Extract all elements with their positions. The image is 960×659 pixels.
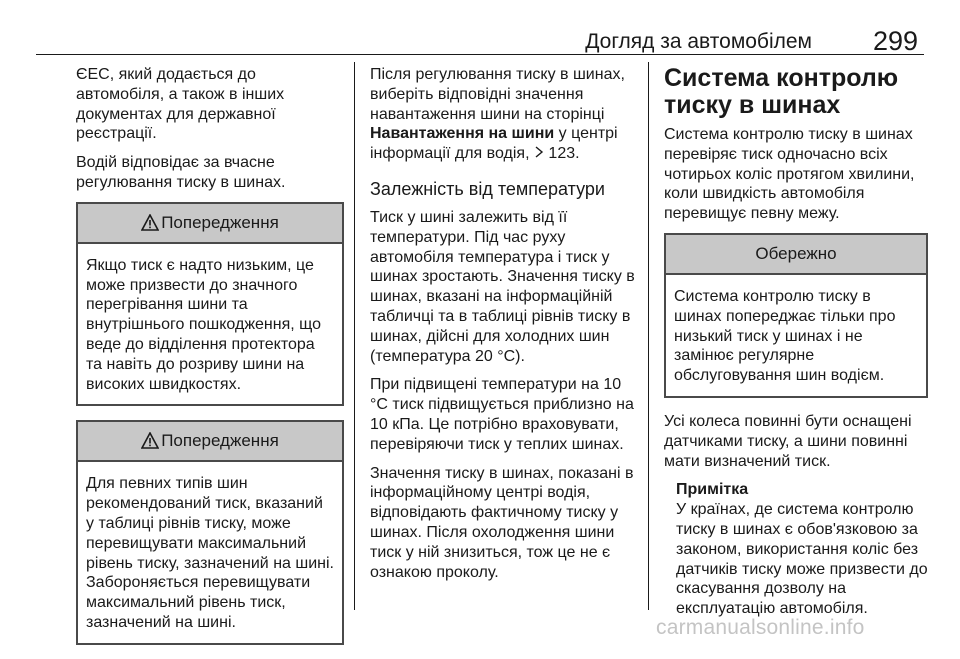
note-text: У країнах, де система контролю тиску в шинах є обов'язковою за законом, використання коліс без датчиків тиску може призвести до скасування дозволу на експлуатацію автомобіля. bbox=[676, 501, 928, 618]
page-reference[interactable]: 123. bbox=[548, 145, 580, 163]
caution-box bbox=[664, 233, 928, 398]
section-heading: Залежність від температури bbox=[370, 178, 605, 199]
paragraph: Водій відповідає за вчасне регулювання тиску в шинах. bbox=[76, 154, 286, 191]
column-2 bbox=[370, 65, 636, 591]
warning-triangle-icon bbox=[141, 425, 159, 463]
column-3 bbox=[664, 65, 928, 619]
page-header bbox=[36, 10, 924, 55]
caution-title: Обережно bbox=[755, 243, 837, 263]
warning-text: Якщо тиск є надто низьким, це може призвести до значного перегрівання шини та внутрішнього пошкодження, що веде до відділення протектора та навіть до розриву шини на високих швидкостях. bbox=[86, 256, 322, 393]
running-title: Догляд за автомобілем bbox=[585, 30, 812, 53]
paragraph: Тиск у шині залежить від її температури. Під час руху автомобіля температура і тиск у шинах зростають. Значення тиску в шинах, вказані на інформаційній табличці та в таблиці рівнів тиску в шинах, дійсні для холодних шин (температура 20 °C). bbox=[370, 208, 635, 365]
column-divider bbox=[354, 62, 355, 610]
page-number: 299 bbox=[872, 26, 918, 56]
warning-title-bar bbox=[78, 204, 342, 244]
paragraph bbox=[370, 65, 636, 164]
note bbox=[676, 480, 928, 619]
warning-text: Для певних типів шин рекомендований тиск, вказаний у таблиці рівнів тиску, може перевищувати максимальний рівень тиску, зазначений на шині. Забороняється перевищувати максимальний рівень тиск, зазначений на шині. bbox=[86, 475, 334, 631]
section-heading: Система контролю тиску в шинах bbox=[664, 64, 899, 119]
warning-box bbox=[76, 202, 344, 407]
warning-title: Попередження bbox=[161, 431, 279, 451]
paragraph: Усі колеса повинні бути оснащені датчиками тиску, а шини повинні мати визначений тиск. bbox=[664, 412, 912, 470]
column-divider bbox=[648, 62, 649, 610]
text-run: у центрі інформації для водія, bbox=[370, 125, 618, 163]
page-ref-arrow-icon bbox=[534, 145, 544, 162]
warning-triangle-icon bbox=[141, 207, 159, 245]
note-label: Примітка bbox=[676, 481, 749, 499]
column-1 bbox=[76, 65, 344, 659]
paragraph: Значення тиску в шинах, показані в інформаційному центрі водія, відповідають фактичному тиску у шинах. Після охолодження шини тиск у ній знизиться, тож це не є ознакою проколу. bbox=[370, 464, 634, 581]
paragraph: ЄЕС, який додається до автомобіля, а також в інших документах для державної реєстрації. bbox=[76, 66, 285, 143]
paragraph: При підвищені температури на 10 °C тиск підвищується приблизно на 10 кПа. Це потрібно враховувати, перевіряючи тиск у теплих шинах. bbox=[370, 376, 634, 453]
warning-title-bar bbox=[78, 422, 342, 462]
text-run: Після регулювання тиску в шинах, виберіть відповідні значення навантаження шини на сторінці bbox=[370, 66, 625, 123]
watermark: carmanualsonline.info bbox=[656, 616, 865, 639]
warning-box bbox=[76, 420, 344, 644]
warning-title: Попередження bbox=[161, 212, 279, 232]
paragraph: Система контролю тиску в шинах перевіряє тиск одночасно всіх чотирьох коліс протягом хвилини, коли швидкість автомобіля перевищує певну межу. bbox=[664, 126, 915, 223]
menu-page-name: Навантаження на шини bbox=[370, 125, 555, 143]
caution-text: Система контролю тиску в шинах попереджає тільки про низький тиск у шинах і не замінює регулярне обслуговування шин водієм. bbox=[674, 287, 896, 385]
caution-title-bar bbox=[666, 235, 926, 275]
